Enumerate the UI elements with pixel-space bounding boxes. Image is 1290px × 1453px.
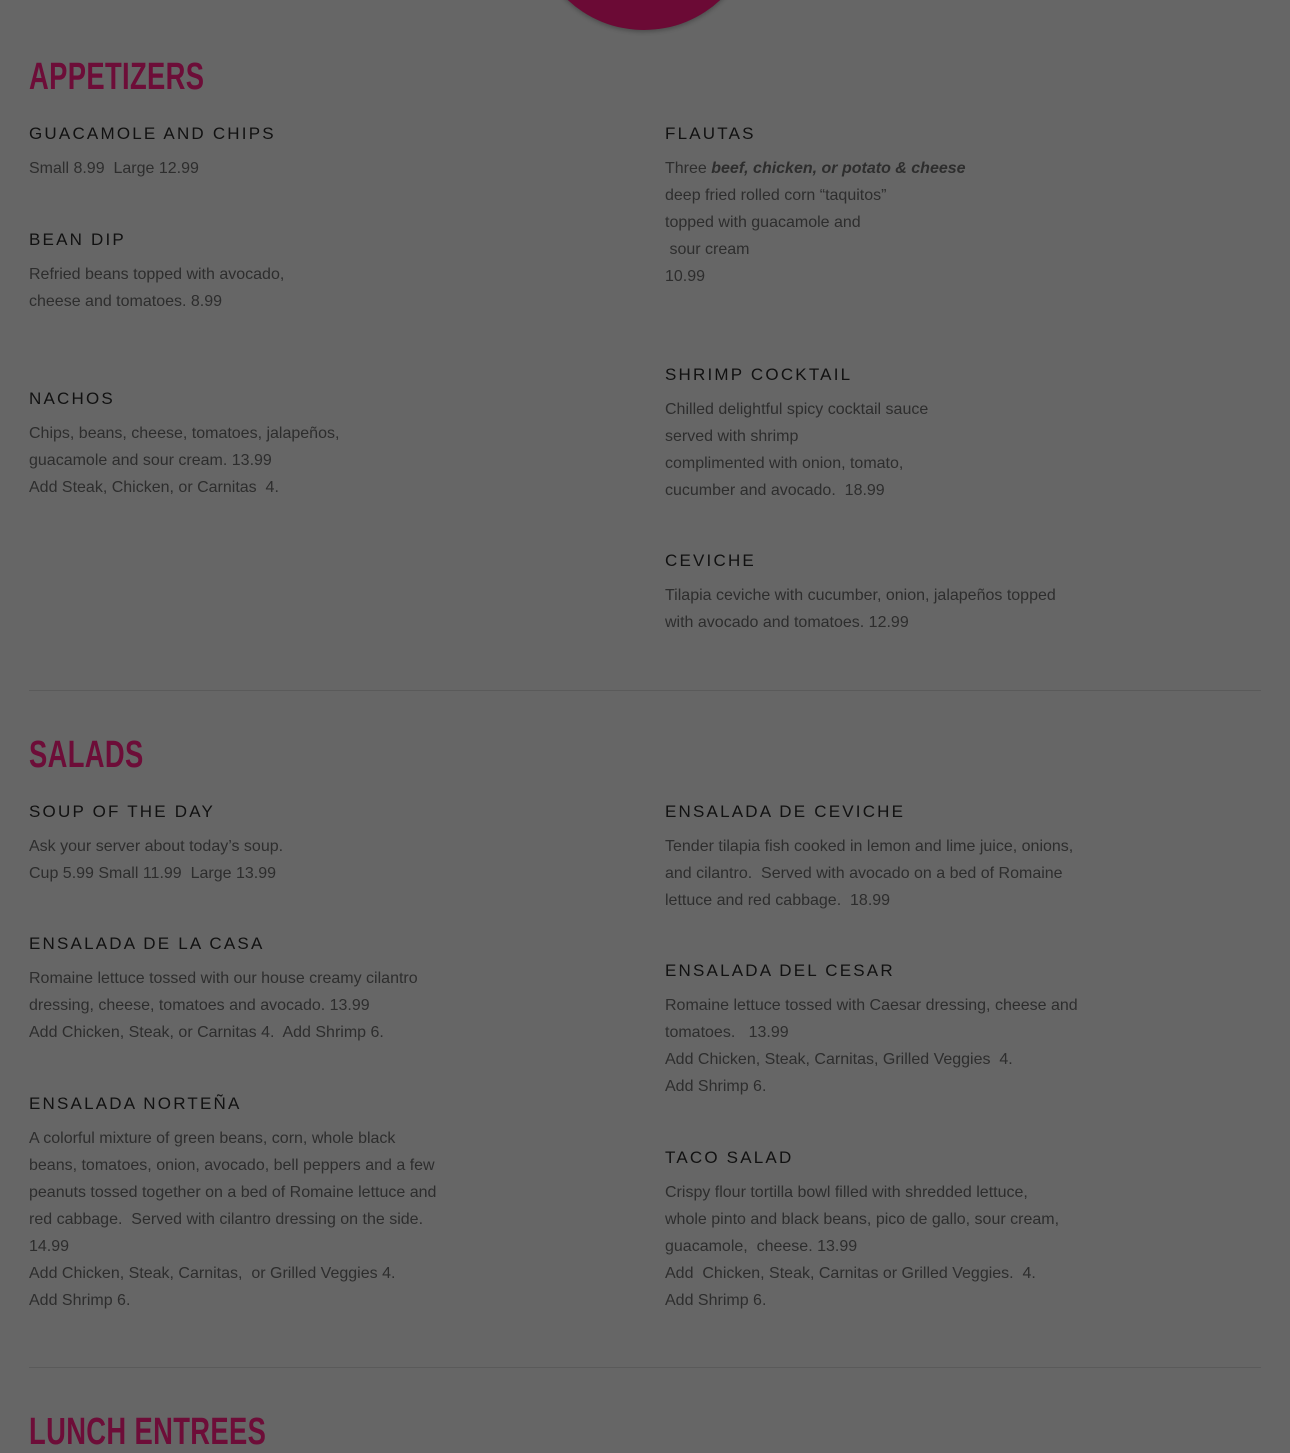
menu-item-nachos	[29, 388, 469, 501]
desc-line: Add Chicken, Steak, Carnitas or Grilled Veggies. 4.	[665, 1265, 1036, 1282]
item-name: SOUP OF THE DAY	[29, 802, 216, 821]
item-description	[29, 155, 469, 182]
desc-line: cucumber and avocado. 18.99	[665, 482, 885, 499]
menu-item-guacamole	[29, 123, 469, 182]
desc-line: Add Chicken, Steak, Carnitas, or Grilled Veggies 4.	[29, 1265, 396, 1282]
lunch-entrees-title: LUNCH ENTREES	[29, 1411, 267, 1453]
desc-line: Ask your server about today’s soup.	[29, 838, 284, 855]
item-description	[29, 833, 469, 887]
item-description	[665, 396, 1105, 504]
item-name: GUACAMOLE AND CHIPS	[29, 124, 276, 143]
desc-line: Add Chicken, Steak, Carnitas, Grilled Veggies 4.	[665, 1051, 1013, 1068]
desc-line: deep fried rolled corn “taquitos”	[665, 187, 887, 204]
item-description	[665, 155, 1105, 290]
desc-line: Refried beans topped with avocado,	[29, 266, 285, 283]
item-name: TACO SALAD	[665, 1148, 794, 1167]
desc-line: A colorful mixture of green beans, corn, whole black	[29, 1130, 396, 1147]
desc-line: Add Chicken, Steak, or Carnitas 4. Add Shrimp 6.	[29, 1024, 384, 1041]
item-description	[665, 992, 1145, 1100]
desc-line: Romaine lettuce tossed with Caesar dressing, cheese and	[665, 997, 1078, 1014]
item-name: BEAN DIP	[29, 230, 126, 249]
item-name: SHRIMP COCKTAIL	[665, 365, 853, 384]
section-divider	[29, 1367, 1261, 1368]
desc-prefix: Three	[665, 160, 712, 177]
menu-item-bean-dip	[29, 229, 469, 315]
desc-line: peanuts tossed together on a bed of Romaine lettuce and	[29, 1184, 437, 1201]
desc-line: guacamole and sour cream. 13.99	[29, 452, 272, 469]
desc-line: lettuce and red cabbage. 18.99	[665, 892, 891, 909]
menu-item-ensalada-de-ceviche	[665, 801, 1145, 914]
item-name: ENSALADA DE CEVICHE	[665, 802, 906, 821]
appetizers-section	[29, 56, 1261, 98]
desc-line: Tender tilapia fish cooked in lemon and lime juice, onions,	[665, 838, 1074, 855]
desc-line: Chips, beans, cheese, tomatoes, jalapeños,	[29, 425, 340, 442]
desc-line: complimented with onion, tomato,	[665, 455, 904, 472]
desc-line: beans, tomatoes, onion, avocado, bell peppers and a few	[29, 1157, 435, 1174]
desc-line	[665, 155, 1105, 182]
item-description	[665, 582, 1145, 636]
item-name: ENSALADA DE LA CASA	[29, 934, 265, 953]
menu-item-ceviche	[665, 550, 1145, 636]
appetizers-title: APPETIZERS	[29, 56, 205, 98]
item-name: CEVICHE	[665, 551, 756, 570]
desc-line: Add Shrimp 6.	[665, 1078, 767, 1095]
menu-item-soup-of-the-day	[29, 801, 469, 887]
item-name: NACHOS	[29, 389, 115, 408]
menu-item-ensalada-del-cesar	[665, 960, 1145, 1100]
menu-item-taco-salad	[665, 1147, 1145, 1314]
desc-line: cheese and tomatoes. 8.99	[29, 293, 223, 310]
desc-line: served with shrimp	[665, 428, 799, 445]
desc-line: and cilantro. Served with avocado on a bed of Romaine	[665, 865, 1063, 882]
desc-line: with avocado and tomatoes. 12.99	[665, 614, 909, 631]
desc-line: Add Shrimp 6.	[665, 1292, 767, 1309]
item-description	[29, 420, 469, 501]
lunch-entrees-section	[29, 1411, 1261, 1453]
desc-line: Cup 5.99 Small 11.99 Large 13.99	[29, 865, 276, 882]
desc-line: Add Shrimp 6.	[29, 1292, 131, 1309]
item-name: ENSALADA DEL CESAR	[665, 961, 895, 980]
desc-line: Chilled delightful spicy cocktail sauce	[665, 401, 929, 418]
desc-line: tomatoes. 13.99	[665, 1024, 789, 1041]
desc-line: whole pinto and black beans, pico de gallo, sour cream,	[665, 1211, 1060, 1228]
item-description	[665, 833, 1145, 914]
desc-bold-fillings: beef, chicken, or potato & cheese	[711, 160, 966, 177]
desc-line: Tilapia ceviche with cucumber, onion, jalapeños topped	[665, 587, 1056, 604]
desc-line: dressing, cheese, tomatoes and avocado. 13.99	[29, 997, 370, 1014]
item-name: FLAUTAS	[665, 124, 756, 143]
desc-line: topped with guacamole and	[665, 214, 861, 231]
desc-line: 10.99	[665, 268, 706, 285]
salads-title: SALADS	[29, 734, 144, 776]
item-description	[29, 261, 469, 315]
section-divider	[29, 690, 1261, 691]
menu-item-flautas	[665, 123, 1105, 290]
desc-line: Romaine lettuce tossed with our house creamy cilantro	[29, 970, 418, 987]
desc-line: guacamole, cheese. 13.99	[665, 1238, 858, 1255]
item-description	[29, 1125, 509, 1314]
desc-line: Small 8.99 Large 12.99	[29, 160, 199, 177]
menu-item-shrimp-cocktail	[665, 364, 1105, 504]
item-description	[29, 965, 509, 1046]
desc-line: Crispy flour tortilla bowl filled with shredded lettuce,	[665, 1184, 1028, 1201]
desc-line: sour cream	[665, 241, 750, 258]
menu-item-ensalada-de-la-casa	[29, 933, 509, 1046]
desc-line: 14.99	[29, 1238, 70, 1255]
item-description	[665, 1179, 1145, 1314]
salads-section	[29, 734, 1261, 776]
item-name: ENSALADA NORTEÑA	[29, 1094, 242, 1113]
menu-item-ensalada-nortena	[29, 1093, 509, 1314]
desc-line: Add Steak, Chicken, or Carnitas 4.	[29, 479, 279, 496]
desc-line: red cabbage. Served with cilantro dressing on the side.	[29, 1211, 424, 1228]
restaurant-logo-circle	[534, 0, 754, 30]
